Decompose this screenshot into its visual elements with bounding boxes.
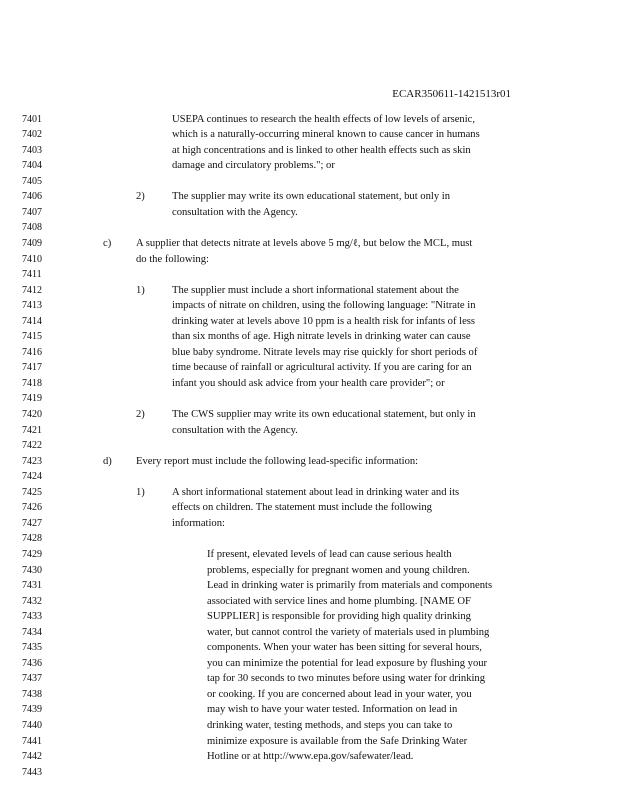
line-number: 7414 <box>22 315 42 327</box>
line-number: 7429 <box>22 548 42 560</box>
list-marker: 2) <box>136 408 145 420</box>
line-number: 7403 <box>22 144 42 156</box>
lead-statement-line: or cooking. If you are concerned about lead in your water, you <box>207 688 472 700</box>
lead-statement-line: Lead in drinking water is primarily from materials and components <box>207 580 493 591</box>
section-marker: d) <box>103 455 112 467</box>
line-number: 7432 <box>22 595 42 607</box>
line-number: 7407 <box>22 206 42 218</box>
line-number: 7408 <box>22 222 42 234</box>
lead-statement-line: components. When your water has been sitting for several hours, <box>207 642 482 654</box>
lead-statement-line: drinking water, testing methods, and steps you can take to <box>207 720 453 731</box>
paragraph-line: Every report must include the following lead-specific information: <box>136 455 419 467</box>
nitrate-statement-line: time because of rainfall or agricultural activity. If you are caring for an <box>172 362 472 374</box>
line-number: 7415 <box>22 331 42 343</box>
lead-statement-line: tap for 30 seconds to two minutes before using water for drinking <box>207 673 486 685</box>
line-number: 7404 <box>22 160 42 172</box>
line-number: 7434 <box>22 626 42 638</box>
paragraph-line: The CWS supplier may write its own educational statement, but only in <box>172 408 476 420</box>
line-number: 7428 <box>22 533 42 545</box>
paragraph-line: do the following: <box>136 253 209 265</box>
arsenic-statement-line: USEPA continues to research the health effects of low levels of arsenic, <box>172 113 476 125</box>
document-id: ECAR350611-1421513r01 <box>392 88 511 100</box>
line-number: 7417 <box>22 362 42 374</box>
line-number: 7419 <box>22 393 42 405</box>
line-number: 7413 <box>22 300 42 312</box>
line-number: 7439 <box>22 704 42 716</box>
list-marker: 1) <box>136 486 145 498</box>
paragraph-line: information: <box>172 517 225 529</box>
arsenic-statement-line: which is a naturally-occurring mineral known to cause cancer in humans <box>172 129 480 141</box>
line-number: 7424 <box>22 471 42 483</box>
list-marker: 1) <box>136 284 145 296</box>
line-number: 7442 <box>22 751 42 763</box>
line-number: 7436 <box>22 657 42 669</box>
line-number: 7411 <box>22 269 42 280</box>
paragraph-line: A short informational statement about lead in drinking water and its <box>172 486 460 498</box>
lead-statement-line: may wish to have your water tested. Information on lead in <box>207 704 458 716</box>
arsenic-statement-line: at high concentrations and is linked to other health effects such as skin <box>172 144 471 156</box>
line-number: 7441 <box>22 735 42 747</box>
arsenic-statement-line: damage and circulatory problems."; or <box>172 160 335 172</box>
line-number: 7423 <box>22 455 42 467</box>
nitrate-statement-line: than six months of age. High nitrate levels in drinking water can cause <box>172 331 471 343</box>
line-number: 7433 <box>22 611 42 623</box>
line-number: 7420 <box>22 408 42 420</box>
line-number: 7410 <box>22 253 42 265</box>
nitrate-statement-line: The supplier must include a short informational statement about the <box>172 284 459 296</box>
section-marker: c) <box>103 237 112 249</box>
nitrate-statement-line: infant you should ask advice from your health care provider"; or <box>172 377 445 389</box>
line-number: 7405 <box>22 175 42 187</box>
line-number: 7421 <box>22 424 42 436</box>
paragraph-line: A supplier that detects nitrate at levels above 5 mg/ℓ, but below the MCL, must <box>136 237 473 249</box>
paragraph-line: The supplier may write its own educational statement, but only in <box>172 191 451 203</box>
line-number: 7426 <box>22 502 42 514</box>
paragraph-line: effects on children. The statement must include the following <box>172 502 432 514</box>
line-number: 7409 <box>22 237 42 249</box>
lead-statement-line: Hotline or at http://www.epa.gov/safewater/lead. <box>207 751 414 763</box>
list-marker: 2) <box>136 191 145 203</box>
line-number: 7402 <box>22 129 42 141</box>
lead-statement-line: SUPPLIER] is responsible for providing high quality drinking <box>207 611 471 623</box>
line-number: 7440 <box>22 720 42 731</box>
line-number: 7427 <box>22 517 42 529</box>
lead-statement-line: minimize exposure is available from the Safe Drinking Water <box>207 735 468 747</box>
nitrate-statement-line: blue baby syndrome. Nitrate levels may rise quickly for short periods of <box>172 346 478 358</box>
line-number: 7422 <box>22 440 42 452</box>
lead-statement-line: you can minimize the potential for lead exposure by flushing your <box>207 657 488 669</box>
paragraph-line: consultation with the Agency. <box>172 424 298 436</box>
line-number: 7443 <box>22 766 42 778</box>
lead-statement-line: problems, especially for pregnant women and young children. <box>207 564 470 576</box>
line-number: 7430 <box>22 564 42 576</box>
lead-statement-line: associated with service lines and home plumbing. [NAME OF <box>207 595 471 607</box>
nitrate-statement-line: drinking water at levels above 10 ppm is a health risk for infants of less <box>172 315 476 327</box>
line-number: 7412 <box>22 284 42 296</box>
paragraph-line: consultation with the Agency. <box>172 206 298 218</box>
lead-statement-line: If present, elevated levels of lead can cause serious health <box>207 548 452 560</box>
nitrate-statement-line: impacts of nitrate on children, using the following language: "Nitrate in <box>172 300 476 312</box>
line-number: 7437 <box>22 673 42 685</box>
line-number: 7425 <box>22 486 42 498</box>
line-number: 7438 <box>22 688 42 700</box>
line-number: 7406 <box>22 191 42 203</box>
line-number: 7435 <box>22 642 42 654</box>
lead-statement-line: water, but cannot control the variety of materials used in plumbing <box>207 626 490 638</box>
line-number: 7418 <box>22 377 42 389</box>
line-number: 7431 <box>22 580 42 591</box>
line-number: 7401 <box>22 113 42 125</box>
line-number: 7416 <box>22 346 42 358</box>
